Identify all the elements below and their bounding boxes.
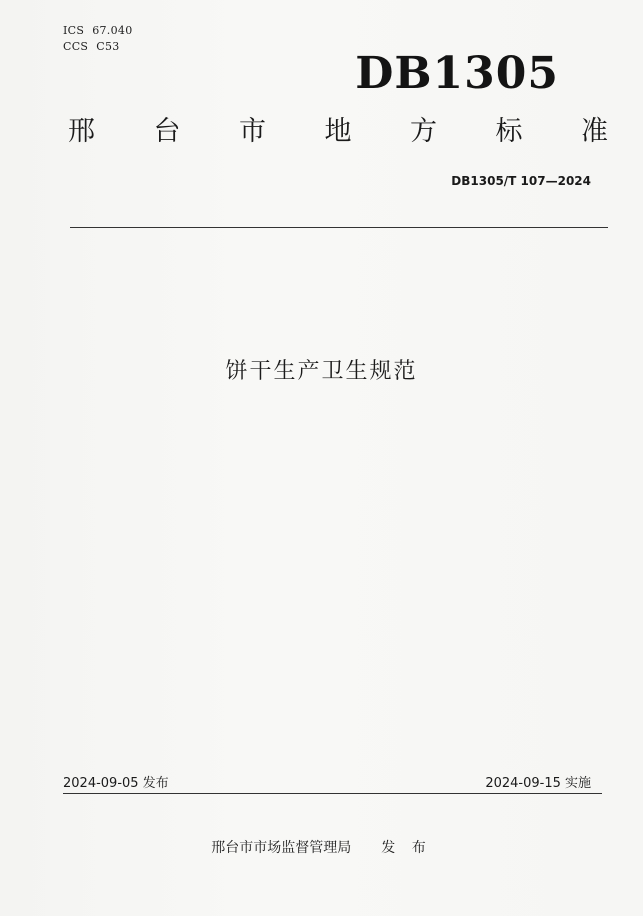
issuer-name: 邢台市市场监督管理局 xyxy=(211,840,352,856)
standard-type-char: 邢 xyxy=(68,116,95,147)
standard-type-char: 标 xyxy=(495,116,523,147)
standard-type-heading xyxy=(68,118,608,145)
issuer-line xyxy=(0,837,643,857)
ics-classification xyxy=(63,24,133,37)
ccs-classification xyxy=(63,40,120,53)
ics-code: 67.040 xyxy=(92,24,133,37)
standard-type-char: 台 xyxy=(153,116,181,147)
ccs-code: C53 xyxy=(96,40,120,53)
implement-date: 2024-09-15 实施 xyxy=(485,776,591,791)
ics-label: ICS xyxy=(63,24,85,37)
bottom-divider xyxy=(63,793,602,794)
standard-type-char: 地 xyxy=(324,116,352,147)
top-divider xyxy=(70,227,608,228)
db-code-logo: DB1305 xyxy=(355,48,559,99)
standard-type-char: 市 xyxy=(239,116,266,147)
ccs-label: CCS xyxy=(63,40,89,53)
issuer-action: 发 布 xyxy=(381,840,432,856)
standard-type-char: 准 xyxy=(581,116,608,147)
standard-number: DB1305/T 107—2024 xyxy=(451,174,591,188)
standard-type-char: 方 xyxy=(410,116,437,147)
document-title: 饼干生产卫生规范 xyxy=(225,359,418,384)
publish-date: 2024-09-05 发布 xyxy=(63,776,169,791)
